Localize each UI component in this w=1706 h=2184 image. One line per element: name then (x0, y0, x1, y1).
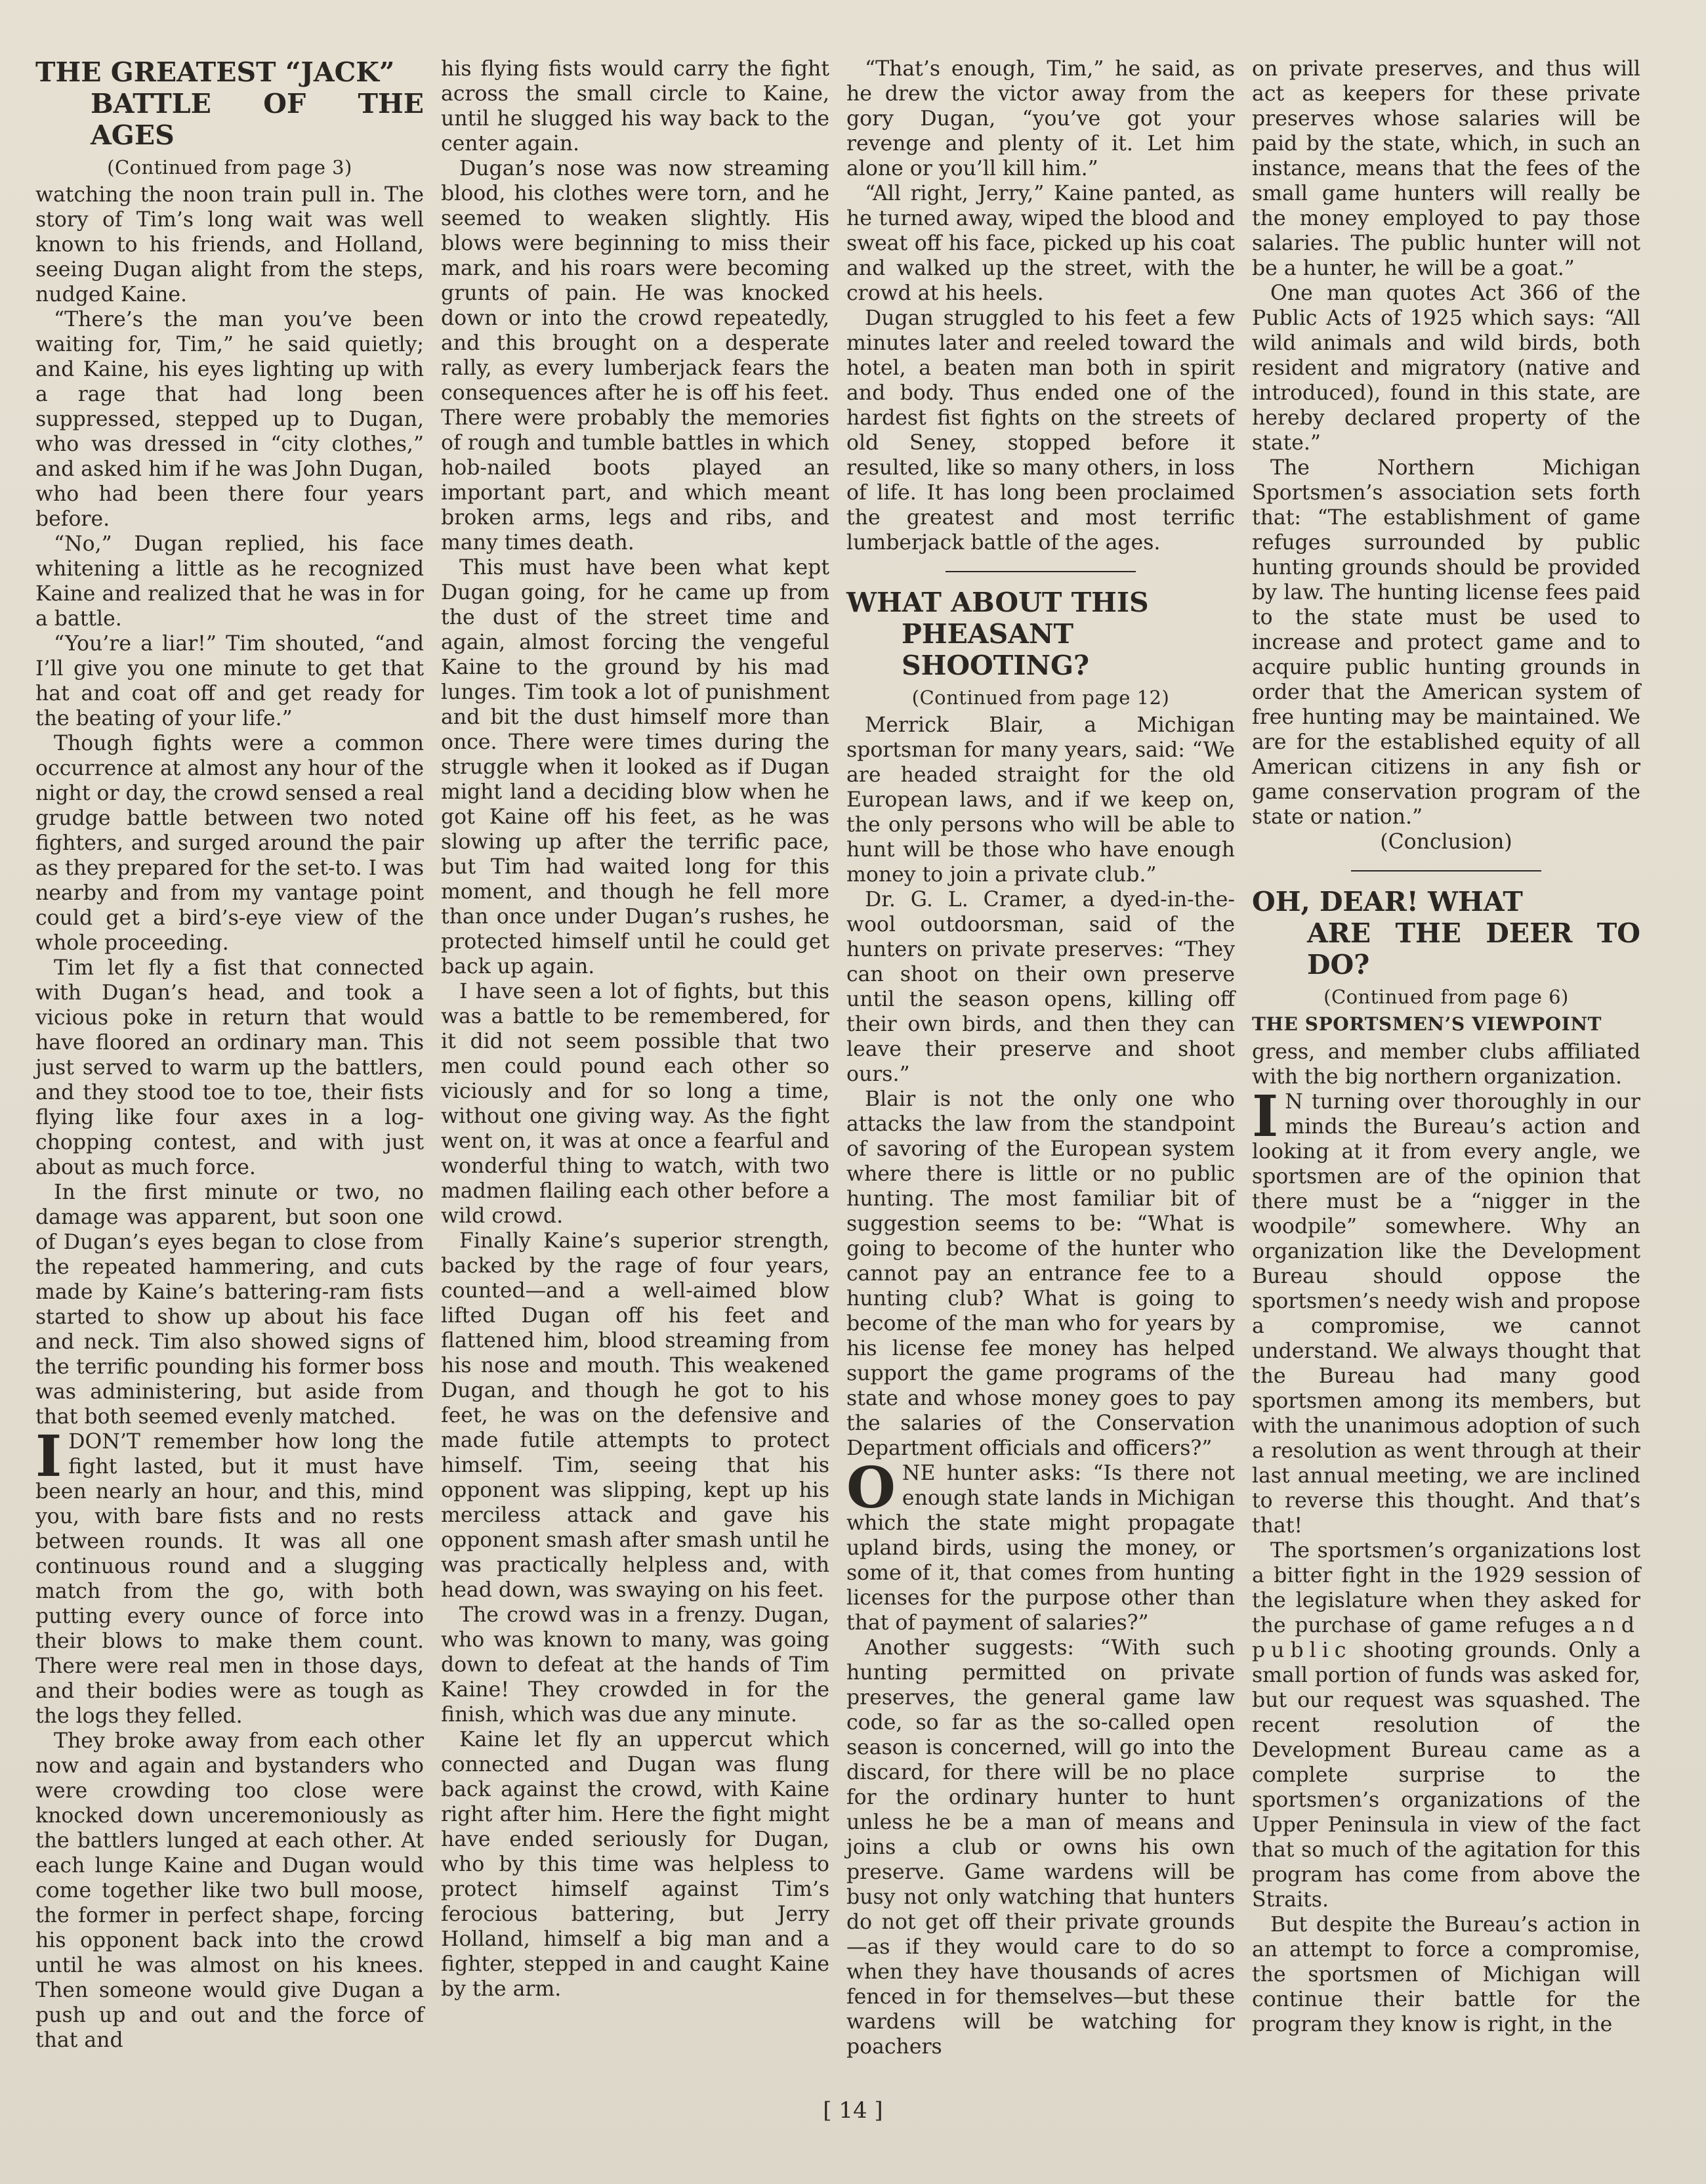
article-title (35, 56, 424, 151)
dropcap-paragraph (35, 1423, 424, 1729)
section-divider (1351, 870, 1541, 872)
dropcap-paragraph (1252, 1083, 1640, 1538)
article-title-line-2: BATTLE OF THE AGES (91, 88, 424, 151)
column-3 (846, 56, 1235, 2059)
paragraph: I have seen a lot of fights, but this was a battle to be remembered, for it did not seem possible that two men could pound each other so viciously and for so long a time, without one giving way. As the fight went on, it was at once a fearful and wonderful thing to watch, with two madmen flailing each other before a wild crowd. (441, 980, 829, 1228)
conclusion-note: (Conclusion) (1380, 830, 1512, 854)
paragraph: “That’s enough, Tim,” he said, as he drew the victor away from the gory Dugan, “you’ve got your revenge and plenty of it. Let him alone or you’ll kill him.” (846, 57, 1235, 180)
page-number: [ 14 ] (823, 2097, 883, 2124)
paragraph: Finally Kaine’s superior strength, backed by the rage of four years, counted—and a well-aimed blow lifted Dugan off his feet and flattened him, blood streaming from his nose and mouth. This weakened Dugan, and though he got to his feet, he was on the defensive and made futile attempts to protect himself. Tim, seeing that his opponent was slipping, kept up his merciless attack and gave his opponent smash after smash until he was practically helpless and, with head down, was swaying on his feet. (441, 1229, 829, 1602)
paragraph: They broke away from each other now and again and bystanders who were crowding too close were knocked down unceremoniously as the battlers lunged at each other. At each lunge Kaine and Dugan would come together like two bull moose, the former in perfect shape, forcing his opponent back into the crowd until he was almost on his knees. Then someone would give Dugan a push up and out and the force of that and (35, 1729, 424, 2052)
continued-note: (Continued from page 12) (911, 686, 1170, 709)
paragraph: Blair is not the only one who attacks the law from the standpoint of savoring of the European system where there is little or no public hunting. The most familiar bit of suggestion seems to be: “What is going to become of the hunter who cannot pay an entrance fee to a hunting club? What is going to become of the man who for years by his license fee money has helped support the game programs of the state and whose money goes to pay the salaries of the Conservation Department officials and officers?” (846, 1087, 1235, 1460)
dropcap-paragraph-text: NE hunter asks: “Is there not enough state lands in Michigan which the state might propagate upland birds, using the money, or some of it, that comes from hunting licenses for the purpose other than that of payment of salaries?” (846, 1461, 1235, 1635)
paragraph: “You’re a liar!” Tim shouted, “and I’ll give you one minute to get that hat and coat off and get ready for the beating of your life.” (35, 632, 424, 730)
paragraph: The crowd was in a frenzy. Dugan, who was known to many, was going down to defeat at the hands of Tim Kaine! They crowded in for the finish, which was due any minute. (441, 1603, 829, 1727)
paragraph: Merrick Blair, a Michigan sportsman for many years, said: “We are headed straight for the old European laws, and if we keep on, the only persons who will be able to hunt will be those who have enough money to join a private club.” (846, 713, 1235, 887)
drop-cap: I (1252, 1083, 1279, 1150)
paragraph: watching the noon train pull in. The story of Tim’s long wait was well known to his friends, and Holland, seeing Dugan alight from the steps, nudged Kaine. (35, 183, 424, 306)
paragraph: gress, and member clubs affiliated with the big northern organization. (1252, 1040, 1640, 1089)
paragraph: In the first minute or two, no damage was apparent, but soon one of Dugan’s eyes began to close from the repeated hammering, and cuts made by Kaine’s battering-ram fists started to show up about his face and neck. Tim also showed signs of the terrific pounding his former boss was administering, but aside from that both seemed evenly matched. (35, 1181, 424, 1429)
article-title-line-1: WHAT ABOUT THIS (846, 587, 1149, 618)
paragraph: “All right, Jerry,” Kaine panted, as he turned away, wiped the blood and sweat off his face, picked up his coat and walked up the street, with the crowd at his heels. (846, 182, 1235, 305)
paragraph: Another suggests: “With such hunting permitted on private preserves, the general game law code, so far as the so-called open season is concerned, will go into the discard, for there will be no place for the ordinary hunter to hunt unless he be a man of means and joins a club or owns his own preserve. Game wardens will be busy not only watching that hunters do not get off their private grounds—as if they would care to do so when they have thousands of acres fenced in for themselves—but these wardens will be watching for poachers (846, 1636, 1235, 2059)
continued-note: (Continued from page 3) (107, 156, 352, 178)
paragraph: “No,” Dugan replied, his face whitening a little as he recognized Kaine and realized that he was in for a battle. (35, 532, 424, 631)
paragraph: Dugan’s nose was now streaming blood, his clothes were torn, and he seemed to weaken slightly. His blows were beginning to miss their mark, and his roars were becoming grunts of pain. He was knocked down or into the crowd repeatedly, and this brought on a desperate rally, as every lumberjack fears the consequences after he is off his feet. There were probably the memories of rough and tumble battles in which hob-nailed boots played an important part, and which meant broken arms, legs and ribs, and many times death. (441, 157, 829, 555)
paragraph: The Northern Michigan Sportsmen’s association sets forth that: “The establishment of game refuges surrounded by public hunting grounds should be provided by law. The hunting license fees paid to the state must be used to increase and protect game and to acquire public hunting grounds in order that the American system of free hunting may be maintained. We are for the established equity of all American citizens in any fish or game conservation program of the state or nation.” (1252, 456, 1640, 829)
section-divider (946, 571, 1136, 572)
article-title-line-2: PHEASANT SHOOTING? (902, 618, 1089, 681)
paragraph: on private preserves, and thus will act as keepers for these private preserves whose salaries will be paid by the state, which, in such an instance, means that the fees of the small game hunters will really be the money employed to pay those salaries. The public hunter will not be a hunter, he will be a goat.” (1252, 57, 1640, 280)
dropcap-paragraph-text: N turning over thoroughly in our minds the Bureau’s action and looking at it from every angle, we sportsmen are of the opinion that there must be a “nigger in the woodpile” somewhere. Why an organization like the Development Bureau should oppose the sportsmen’s needy wish and propose a compromise, we cannot understand. We always thought that the Bureau had many good sportsmen among its members, but with the unanimous adoption of such a resolution as went through at their last annual meeting, we are inclined to reverse this thought. And that’s that! (1252, 1090, 1640, 1538)
paragraph: his flying fists would carry the fight across the small circle to Kaine, until he slugged his way back to the center again. (441, 57, 829, 156)
article-title-line-1: OH, DEAR! WHAT (1252, 886, 1523, 917)
dropcap-paragraph (846, 1455, 1235, 1635)
spaced-text: and public (1252, 1614, 1640, 1662)
paragraph (1252, 1538, 1640, 1912)
continued-note: (Continued from page 6) (1323, 986, 1569, 1008)
article-title (846, 587, 1235, 681)
drop-cap: O (846, 1455, 896, 1521)
paragraph: Though fights were a common occurrence at almost any hour of the night or day, the crowd sensed a real grudge battle between two noted fighters, and surged around the pair as they prepared for the set-to. I was nearby and from my vantage point could get a bird’s-eye view of the whole proceeding. (35, 732, 424, 955)
paragraph-text: The sportsmen’s organizations lost a bitter fight in the 1929 session of the legislature when they asked for the purchase of game refuges (1252, 1539, 1640, 1637)
paragraph: This must have been what kept Dugan going, for he came up from the dust of the street time and again, almost forcing the vengeful Kaine to the ground by his mad lunges. Tim took a lot of punishment and bit the dust himself more than once. There were times during the struggle when it looked as if Dugan might land a deciding blow when he got Kaine off his feet, as he was slowing up after the terrific pace, but Tim had waited long for this moment, and though he fell more than once under Dugan’s rushes, he protected himself until he could get back up again. (441, 556, 829, 978)
paragraph: One man quotes Act 366 of the Public Acts of 1925 which says: “All wild animals and wild birds, both resident and migratory (native and introduced), found in this state, are hereby declared property of the state.” (1252, 282, 1640, 455)
article-title-line-2: ARE THE DEER TO DO? (1307, 917, 1640, 980)
article-title-line-1: THE GREATEST “JACK” (35, 56, 395, 88)
section-subhead: THE SPORTSMEN’S VIEWPOINT (1252, 1013, 1602, 1035)
paragraph: Dr. G. L. Cramer, a dyed-in-the-wool outdoorsman, said of the hunters on private preserves: “They can shoot on their own preserve until the season opens, killing off their own birds, and then they can leave their preserve and shoot ours.” (846, 888, 1235, 1086)
paragraph-text: shooting grounds. Only a small portion of funds was asked for, but our request was squashed. The recent resolution of the Development Bureau came as a complete surprise to the sportsmen’s organizations of the Upper Peninsula in view of the fact that so much of the agitation for this program has come from above the Straits. (1252, 1639, 1640, 1912)
paragraph: But despite the Bureau’s action in an attempt to force a compromise, the sportsmen of Michigan will continue their battle for the program they know is right, in the (1252, 1913, 1640, 2036)
paragraph: “There’s the man you’ve been waiting for, Tim,” he said quietly; and Kaine, his eyes lighting up with a rage that had long been suppressed, stepped up to Dugan, who was dressed in “city clothes,” and asked him if he was John Dugan, who had been there four years before. (35, 308, 424, 531)
column-4 (1252, 56, 1640, 2037)
column-2 (441, 56, 829, 2002)
paragraph: Kaine let fly an uppercut which connected and Dugan was flung back against the crowd, with Kaine right after him. Here the fight might have ended seriously for Dugan, who by this time was helpless to protect himself against Tim’s ferocious battering, but Jerry Holland, himself a big man and a fighter, stepped in and caught Kaine by the arm. (441, 1728, 829, 2001)
paragraph: Dugan struggled to his feet a few minutes later and reeled toward the hotel, a beaten man both in spirit and body. Thus ended one of the hardest fist fights on the streets of old Seney, stopped before it resulted, like so many others, in loss of life. It has long been proclaimed the greatest and most terrific lumberjack battle of the ages. (846, 306, 1235, 555)
column-1 (35, 56, 424, 2053)
drop-cap: I (35, 1423, 62, 1490)
dropcap-paragraph-text: DON’T remember how long the fight lasted, but it must have been nearly an hour, and this, mind you, with bare fists and no rests between rounds. It was all one continuous round and a slugging match from the go, with both putting every ounce of force into their blows to make them count. There were real men in those days, and their bodies were as tough as the logs they felled. (35, 1430, 424, 1728)
article-title (1252, 886, 1640, 980)
paragraph: Tim let fly a fist that connected with Dugan’s head, and took a vicious poke in return that would have floored an ordinary man. This just served to warm up the battlers, and they stood toe to toe, their fists flying like four axes in a log-chopping contest, and with just about as much force. (35, 956, 424, 1179)
